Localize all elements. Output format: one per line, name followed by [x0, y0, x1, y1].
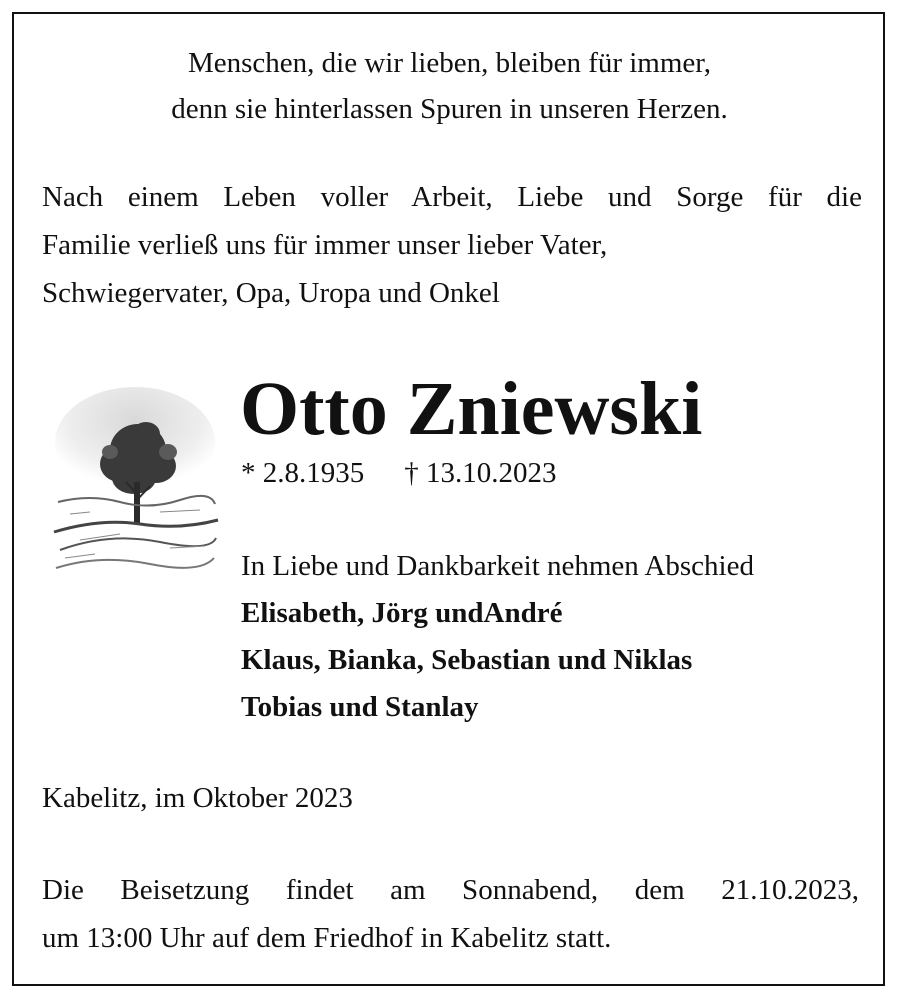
mourners: [241, 543, 754, 731]
intro-line-1: Nach einem Leben voller Arbeit, Liebe und Sorge für die: [42, 181, 862, 213]
place-date: Kabelitz, im Oktober 2023: [42, 782, 353, 814]
mourner-line: Klaus, Bianka, Sebastian und Niklas: [241, 644, 693, 676]
birth-date: * 2.8.1935: [241, 457, 365, 489]
mourner-line: Tobias und Stanlay: [241, 691, 479, 723]
death-date: † 13.10.2023: [404, 457, 557, 489]
intro-line-3: Schwiegervater, Opa, Uropa und Onkel: [42, 277, 500, 309]
motto-line-2: denn sie hinterlassen Spuren in unseren Herzen.: [171, 93, 728, 125]
intro-line-2: Familie verließ uns für immer unser lieber Vater,: [42, 229, 608, 261]
motto-line-1: Menschen, die wir lieben, bleiben für immer,: [187, 47, 712, 79]
funeral-line-2: um 13:00 Uhr auf dem Friedhof in Kabelitz statt.: [42, 922, 612, 954]
life-dates: [241, 453, 557, 493]
deceased-name: Otto Zniewski: [240, 367, 703, 451]
mourner-line: Elisabeth, Jörg undAndré: [241, 597, 563, 629]
intro-text: [42, 173, 862, 317]
motto: [0, 40, 899, 132]
tree-landscape-icon: [50, 382, 220, 582]
mourners-intro: In Liebe und Dankbarkeit nehmen Abschied: [241, 550, 754, 582]
funeral-notice: [42, 866, 859, 962]
funeral-line-1: Die Beisetzung findet am Sonnabend, dem 21.10.2023,: [42, 874, 859, 906]
